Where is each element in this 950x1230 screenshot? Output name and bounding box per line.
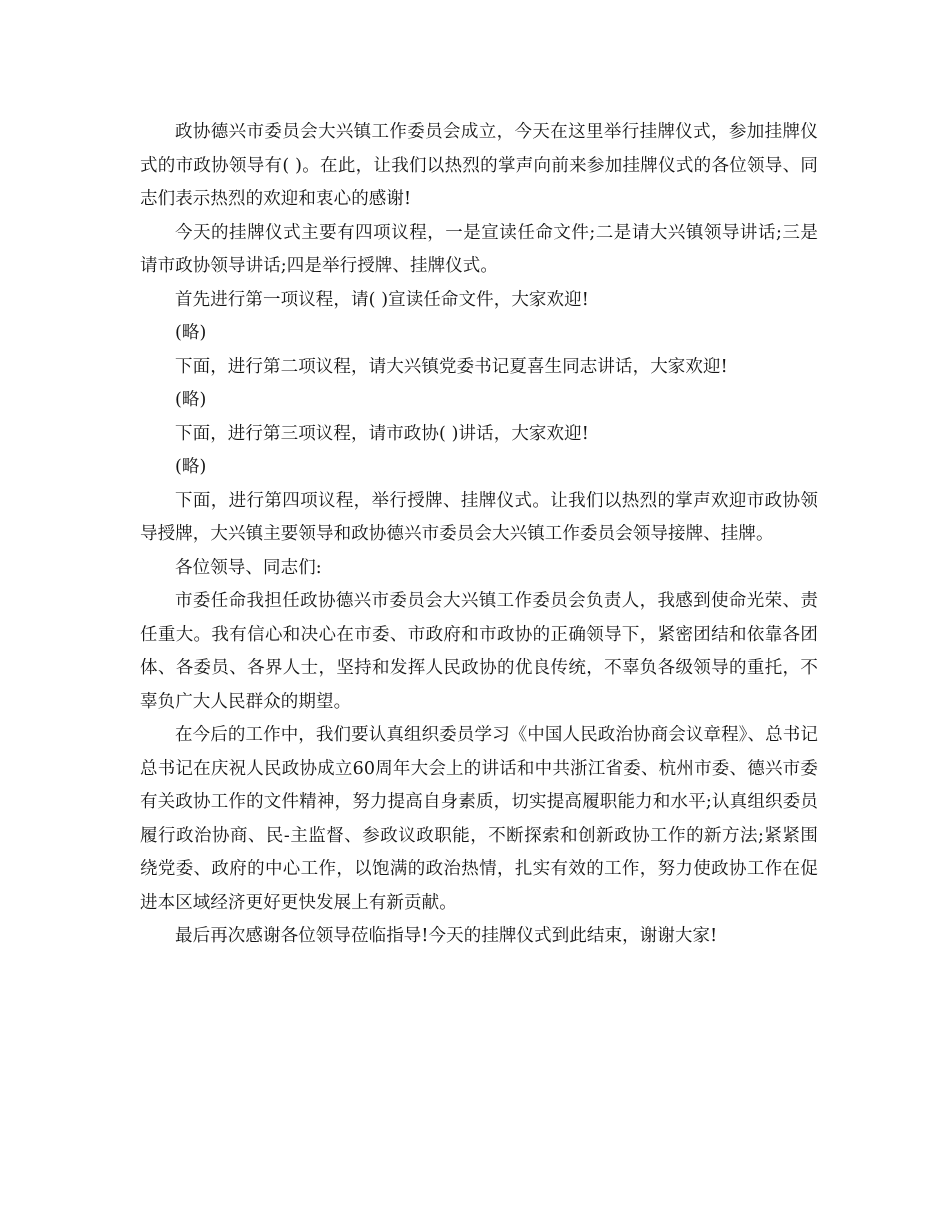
paragraph-salutation: 各位领导、同志们: [175, 557, 322, 578]
paragraph-opening: 政协德兴市委员会大兴镇工作委员会成立，今天在这里举行挂牌仪式，参加挂牌仪式的市政协领导有( )。在此，让我们以热烈的掌声向前来参加挂牌仪式的各位领导、同志们表示热烈的欢迎和衷心的感谢! [140, 122, 818, 209]
paragraph-omitted: (略) [175, 390, 207, 410]
paragraph-item-two: 下面，进行第二项议程，请大兴镇党委书记夏喜生同志讲话，大家欢迎! [175, 356, 728, 377]
paragraph-item-four: 下面，进行第四项议程，举行授牌、挂牌仪式。让我们以热烈的掌声欢迎市政协领导授牌，大兴镇主要领导和政协德兴市委员会大兴镇工作委员会领导接牌、挂牌。 [140, 490, 818, 544]
paragraph-item-three: 下面，进行第三项议程，请市政协( )讲话，大家欢迎! [175, 423, 589, 444]
paragraph-appointment: 市委任命我担任政协德兴市委员会大兴镇工作委员会负责人，我感到使命光荣、责任重大。我有信心和决心在市委、市政府和市政协的正确领导下，紧密团结和依靠各团体、各委员、各界人士，坚持和发挥人民政协的优良传统，不辜负各级领导的重托，不辜负广大人民群众的期望。 [140, 591, 818, 712]
paragraph-agenda: 今天的挂牌仪式主要有四项议程，一是宣读任命文件;二是请大兴镇领导讲话;三是请市政协领导讲话;四是举行授牌、挂牌仪式。 [140, 222, 818, 276]
paragraph-omitted: (略) [175, 323, 207, 343]
paragraph-closing: 最后再次感谢各位领导莅临指导!今天的挂牌仪式到此结束，谢谢大家! [175, 926, 718, 946]
paragraph-item-one: 首先进行第一项议程，请( )宣读任命文件，大家欢迎! [175, 289, 589, 310]
paragraph-future-work: 在今后的工作中，我们要认真组织委员学习《中国人民政治协商会议章程》、总书记总书记在庆祝人民政协成立60周年大会上的讲话和中共浙江省委、杭州市委、德兴市委有关政协工作的文件精神，努力提高自身素质，切实提高履职能力和水平;认真组织委员履行政治协商、民-主监督、参政议政职能，不断探索和创新政协工作的新方法;紧紧围绕党委、政府的中心工作，以饱满的政治热情，扎实有效的工作，努力使政协工作在促进本区域经济更好更快发展上有新贡献。 [140, 725, 818, 913]
paragraph-omitted: (略) [175, 457, 207, 477]
